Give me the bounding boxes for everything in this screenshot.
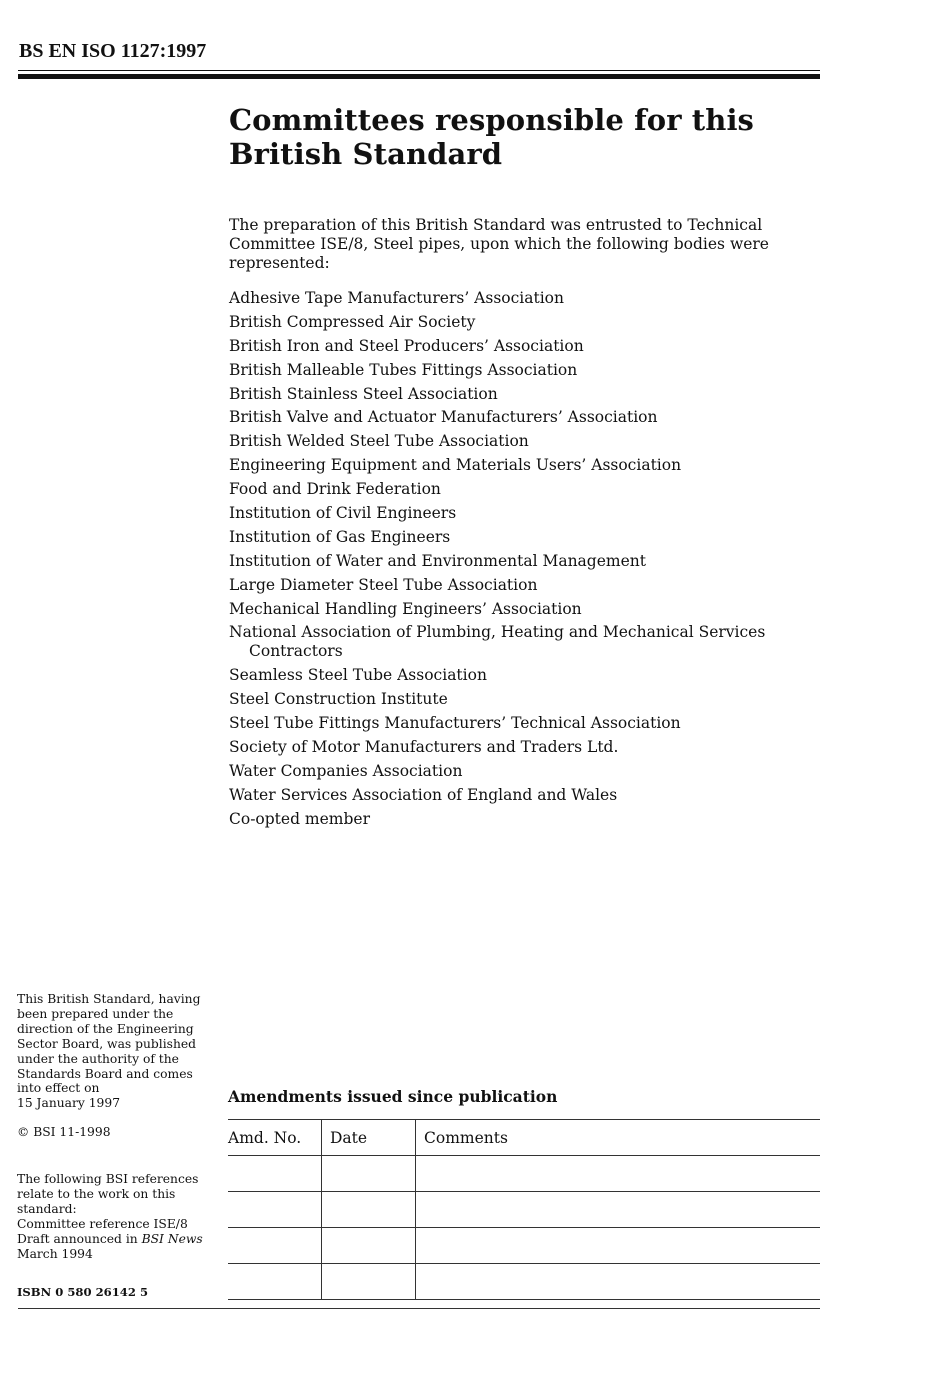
table-cell	[228, 1192, 322, 1228]
list-item: Co-opted member	[229, 809, 371, 828]
list-item: Adhesive Tape Manufacturers’ Association	[229, 289, 564, 307]
list-item: Institution of Civil Engineers	[229, 504, 457, 523]
represented-bodies-list	[229, 289, 789, 834]
amendments-body	[228, 1156, 820, 1300]
draft-announcement	[17, 1232, 212, 1247]
list-item: Society of Motor Manufacturers and Traders Ltd.	[229, 738, 619, 757]
table-row	[228, 1156, 820, 1192]
col-amd-no: Amd. No.	[228, 1120, 322, 1156]
list-item: British Valve and Actuator Manufacturers’ Association	[229, 408, 658, 427]
page-title	[229, 103, 789, 171]
header-rule-thin	[18, 70, 820, 71]
table-cell	[322, 1192, 416, 1228]
list-item: Steel Construction Institute	[229, 690, 448, 709]
table-cell	[416, 1192, 821, 1228]
list-item: British Malleable Tubes Fittings Association	[229, 360, 578, 379]
reference-line: standard:	[17, 1201, 77, 1216]
list-item: British Stainless Steel Association	[229, 384, 498, 403]
list-item: National Association of Plumbing, Heating and Mechanical Services Contractors	[229, 623, 766, 661]
table-cell	[416, 1264, 821, 1300]
list-item: British Welded Steel Tube Association	[229, 432, 529, 451]
amendments-title: Amendments issued since publication	[228, 1087, 558, 1106]
preparation-line: This British Standard, having	[17, 992, 201, 1006]
list-item: British Iron and Steel Producers’ Association	[229, 336, 584, 355]
preparation-line: 15 January 1997	[17, 1096, 121, 1111]
table-row	[228, 1192, 820, 1228]
table-row	[228, 1228, 820, 1264]
references-lines	[17, 1172, 212, 1232]
table-cell	[322, 1156, 416, 1192]
reference-line: Committee reference ISE/8	[17, 1216, 188, 1231]
amendments-table	[228, 1119, 820, 1300]
table-row	[228, 1264, 820, 1300]
header-rule-thick	[18, 74, 820, 79]
table-cell	[416, 1228, 821, 1264]
draft-prefix: Draft announced in	[17, 1231, 142, 1246]
amendments-header-row	[228, 1120, 820, 1156]
footer-rule	[18, 1308, 820, 1309]
draft-date: March 1994	[17, 1246, 93, 1261]
list-item: Engineering Equipment and Materials Users’ Association	[229, 456, 682, 475]
preparation-line: into effect on	[17, 1081, 100, 1096]
reference-line: relate to the work on this	[17, 1186, 176, 1201]
standard-number: BS EN ISO 1127:1997	[19, 40, 207, 62]
preparation-note	[17, 992, 212, 1111]
col-date: Date	[322, 1120, 416, 1156]
table-cell	[416, 1156, 821, 1192]
bsi-references-note	[17, 1172, 212, 1261]
list-item: Institution of Water and Environmental Management	[229, 551, 646, 570]
list-item: Mechanical Handling Engineers’ Association	[229, 599, 582, 618]
table-cell	[322, 1264, 416, 1300]
page-title-line-2: British Standard	[229, 137, 503, 171]
list-item: Institution of Gas Engineers	[229, 527, 451, 546]
list-item: Steel Tube Fittings Manufacturers’ Technical Association	[229, 714, 681, 733]
preparation-line: Standards Board and comes	[17, 1066, 193, 1081]
preparation-line: been prepared under the	[17, 1006, 174, 1021]
list-item: Seamless Steel Tube Association	[229, 666, 487, 685]
table-cell	[322, 1228, 416, 1264]
list-item: British Compressed Air Society	[229, 312, 476, 331]
table-cell	[228, 1156, 322, 1192]
table-cell	[228, 1264, 322, 1300]
list-item: Water Services Association of England and Wales	[229, 785, 618, 804]
preparation-line: direction of the Engineering	[17, 1021, 194, 1036]
copyright-note: © BSI 11-1998	[17, 1125, 111, 1139]
table-cell	[228, 1228, 322, 1264]
draft-publication: BSI News	[141, 1231, 203, 1246]
preparation-line: Sector Board, was published	[17, 1036, 197, 1051]
list-item: Water Companies Association	[229, 761, 463, 780]
reference-line: The following BSI references	[17, 1172, 199, 1186]
intro-paragraph: The preparation of this British Standard was entrusted to Technical Committee ISE/8, Steel pipes, upon which the following bodies were represented:	[229, 216, 769, 272]
col-comments: Comments	[416, 1120, 821, 1156]
isbn: ISBN 0 580 26142 5	[17, 1285, 149, 1299]
list-item: Food and Drink Federation	[229, 480, 441, 499]
page-title-line-1: Committees responsible for this	[229, 103, 754, 137]
list-item: Large Diameter Steel Tube Association	[229, 575, 538, 594]
preparation-line: under the authority of the	[17, 1051, 179, 1066]
